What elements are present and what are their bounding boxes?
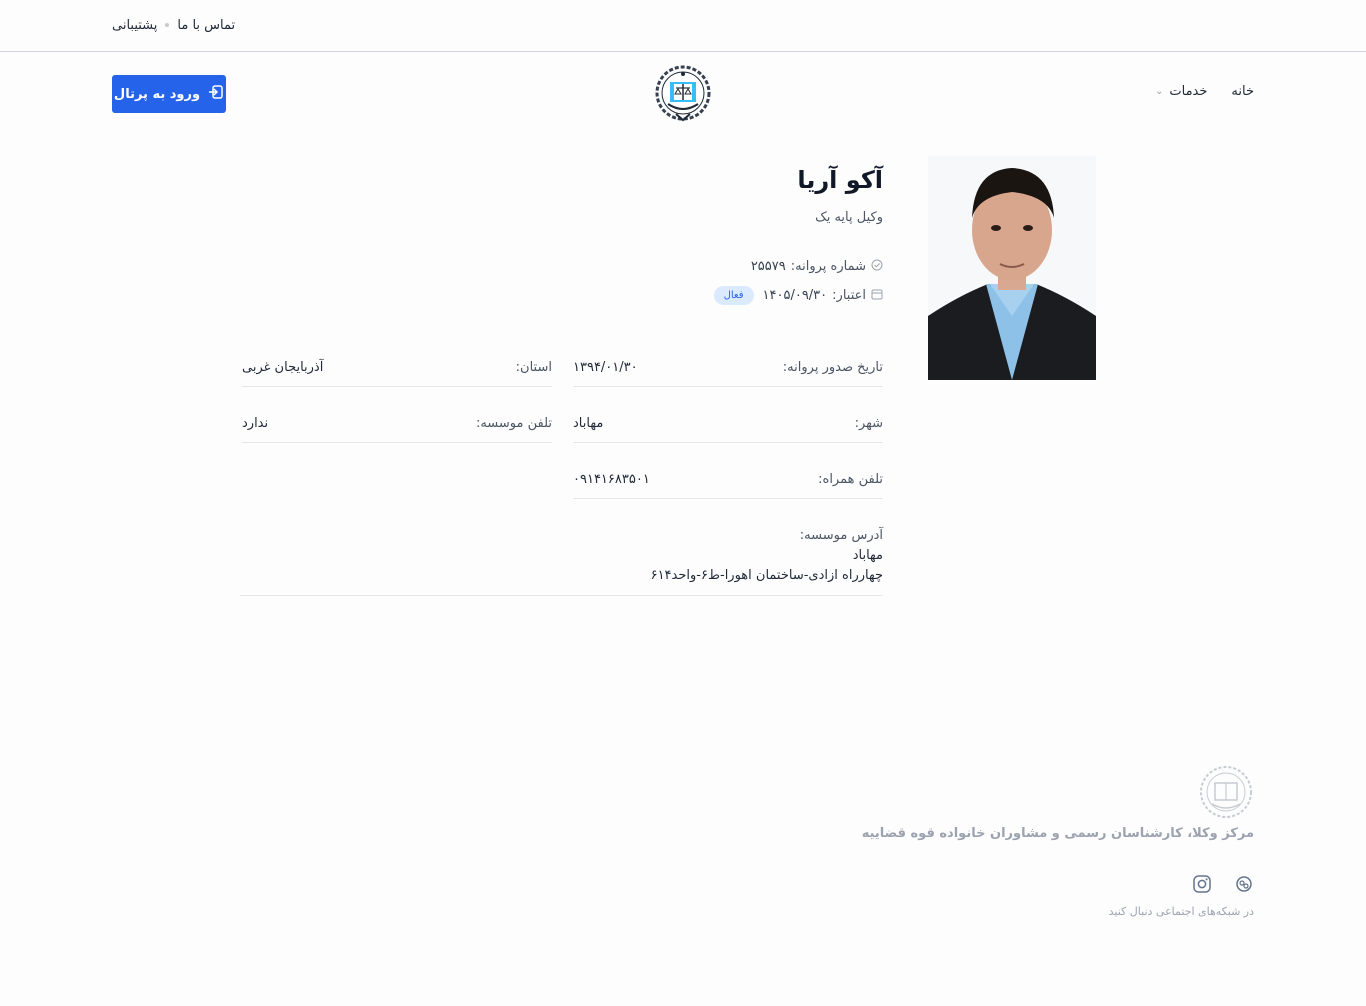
mobile-value: ۰۹۱۴۱۶۸۳۵۰۱: [573, 472, 650, 487]
social-icon[interactable]: [1234, 874, 1254, 894]
login-icon: [208, 84, 224, 104]
lawyer-photo: [928, 156, 1096, 380]
nav-services-label: خدمات: [1169, 84, 1208, 99]
top-links: [112, 16, 235, 34]
portal-login-button[interactable]: [112, 75, 226, 113]
validity-row: [714, 286, 883, 305]
nav-home-label: خانه: [1231, 84, 1254, 99]
city-label: شهر:: [854, 416, 883, 431]
institute-phone-value: ندارد: [242, 416, 269, 431]
city-value: مهاباد: [573, 416, 604, 431]
validity-date: ۱۴۰۵/۰۹/۳۰: [762, 288, 828, 303]
license-label: شماره پروانه:: [790, 259, 866, 274]
lawyer-name: آکو آریا: [797, 166, 883, 194]
contact-link[interactable]: تماس با ما: [177, 17, 236, 33]
address-line: چهارراه ازادی-ساختمان اهورا-ط۶-واحد۶۱۴: [650, 568, 883, 583]
province-label: استان:: [515, 360, 552, 375]
separator-dot: [165, 23, 169, 27]
issue-date-value: ۱۳۹۴/۰۱/۳۰: [573, 360, 638, 375]
top-bar: [0, 0, 1366, 52]
lawyer-title: وکیل پایه یک: [815, 210, 883, 225]
city-field: [573, 407, 883, 443]
footer-logo: [1198, 764, 1254, 820]
province-field: [242, 351, 552, 387]
address-label: آدرس موسسه:: [799, 528, 883, 543]
status-badge: فعال: [714, 286, 754, 305]
check-circle-icon: [871, 259, 883, 274]
institute-phone-field: [242, 407, 552, 443]
address-city: مهاباد: [852, 548, 883, 563]
institute-phone-label: تلفن موسسه:: [475, 416, 552, 431]
license-number: ۲۵۵۷۹: [750, 259, 786, 274]
calendar-icon: [871, 288, 883, 303]
nav-services[interactable]: [1155, 84, 1207, 99]
license-row: [751, 259, 883, 274]
social-links: [1192, 874, 1254, 894]
support-link[interactable]: پشتیبانی: [112, 17, 158, 33]
footer-title: مرکز وکلا، کارشناسان رسمی و مشاوران خانواده قوه قضاییه: [861, 826, 1254, 841]
validity-label: اعتبار:: [832, 288, 866, 303]
chevron-down-icon: ⌄: [1154, 86, 1164, 97]
issue-date-label: تاریخ صدور پروانه:: [782, 360, 883, 375]
nav-home[interactable]: [1231, 84, 1254, 99]
issue-date-field: [573, 351, 883, 387]
mobile-label: تلفن همراه:: [818, 472, 883, 487]
address-field: [240, 526, 883, 596]
nav-links: [1155, 84, 1254, 99]
portal-button-label: ورود به پرتال: [113, 86, 201, 102]
instagram-icon[interactable]: [1192, 874, 1212, 894]
mobile-field: [573, 463, 883, 499]
judiciary-logo[interactable]: [654, 62, 712, 124]
province-value: آذربایجان غربی: [242, 360, 324, 375]
follow-text: در شبکه‌های اجتماعی دنبال کنید: [1108, 905, 1254, 918]
